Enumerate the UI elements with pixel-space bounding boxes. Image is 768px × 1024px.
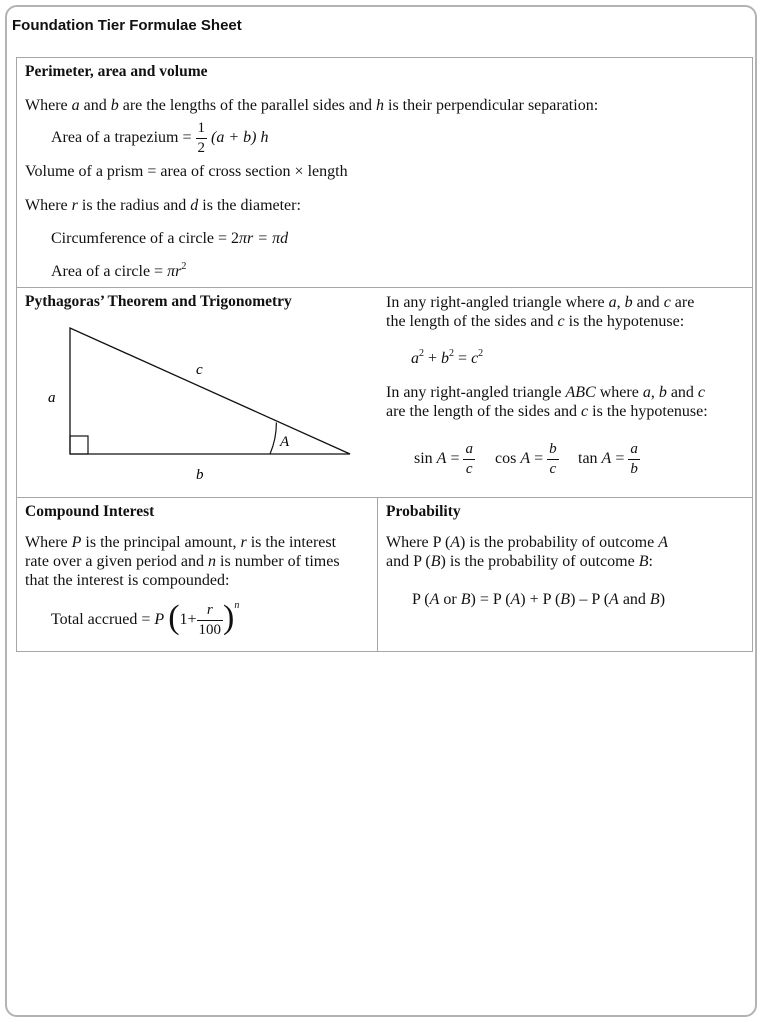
- circumference-formula: Circumference of a circle = 2πr = πd: [51, 230, 289, 247]
- trapezium-formula: Area of a trapezium = $\frac{1}{2}$ (a + b) h: [51, 119, 269, 156]
- trig-text-line1: In any right-angled triangle ABC where a, b and c: [386, 384, 706, 401]
- probability-heading: Probability: [386, 503, 461, 520]
- probability-formula: P (A or B) = P (A) + P (B) – P (A and B): [412, 591, 666, 608]
- pythagoras-text-line1: In any right-angled triangle where a, b and c are: [386, 294, 695, 311]
- prism-formula: Volume of a prism = area of cross section × length: [25, 163, 348, 180]
- compound-text-line3: that the interest is compounded:: [25, 572, 230, 589]
- side-b-label: b: [196, 467, 204, 483]
- compound-formula: Total accrued = P (1+ $\frac{r}{100}$ )$^n$: [51, 599, 240, 638]
- compound-heading: Compound Interest: [25, 503, 155, 520]
- tan-formula: tan A = $\frac{a}{b}$: [578, 440, 638, 477]
- probability-text-line1: Where P (A) is the probability of outcome A: [386, 534, 669, 551]
- pythagoras-text-line2: the length of the sides and c is the hypotenuse:: [386, 313, 685, 330]
- side-a-label: a: [48, 390, 56, 406]
- trig-text-line2: are the length of the sides and c is the hypotenuse:: [386, 403, 708, 420]
- perimeter-heading: Perimeter, area and volume: [25, 63, 208, 80]
- cos-formula: cos A = $\frac{b}{c}$: [495, 440, 557, 477]
- pythagoras-heading: Pythagoras’ Theorem and Trigonometry: [25, 293, 292, 310]
- trapezium-intro: Where a and b are the lengths of the parallel sides and h is their perpendicular separation:: [25, 97, 599, 114]
- sheet-title: Foundation Tier Formulae Sheet: [12, 17, 242, 34]
- angle-a-label: A: [280, 434, 290, 450]
- right-triangle-diagram: [30, 320, 370, 500]
- compound-text-line2: rate over a given period and n is number of times: [25, 553, 340, 570]
- sin-formula: sin A = $\frac{a}{c}$: [414, 440, 473, 477]
- open-paren: (: [168, 599, 180, 637]
- probability-text-line2: and P (B) is the probability of outcome B:: [386, 553, 653, 570]
- half-fraction: $\frac{1}{2}$: [197, 119, 206, 156]
- side-c-label: c: [196, 362, 203, 378]
- triangle-outline: [70, 328, 350, 454]
- radius-intro: Where r is the radius and d is the diameter:: [25, 197, 301, 214]
- compound-text-line1: Where P is the principal amount, r is the interest: [25, 534, 337, 551]
- pythagoras-formula: $a^2 + b^2 = c^2$: [411, 348, 484, 367]
- circle-area-formula: Area of a circle = $\pi r^2$: [51, 261, 187, 280]
- right-angle-marker: [70, 436, 88, 454]
- angle-arc: [270, 423, 276, 455]
- close-paren: ): [223, 599, 235, 637]
